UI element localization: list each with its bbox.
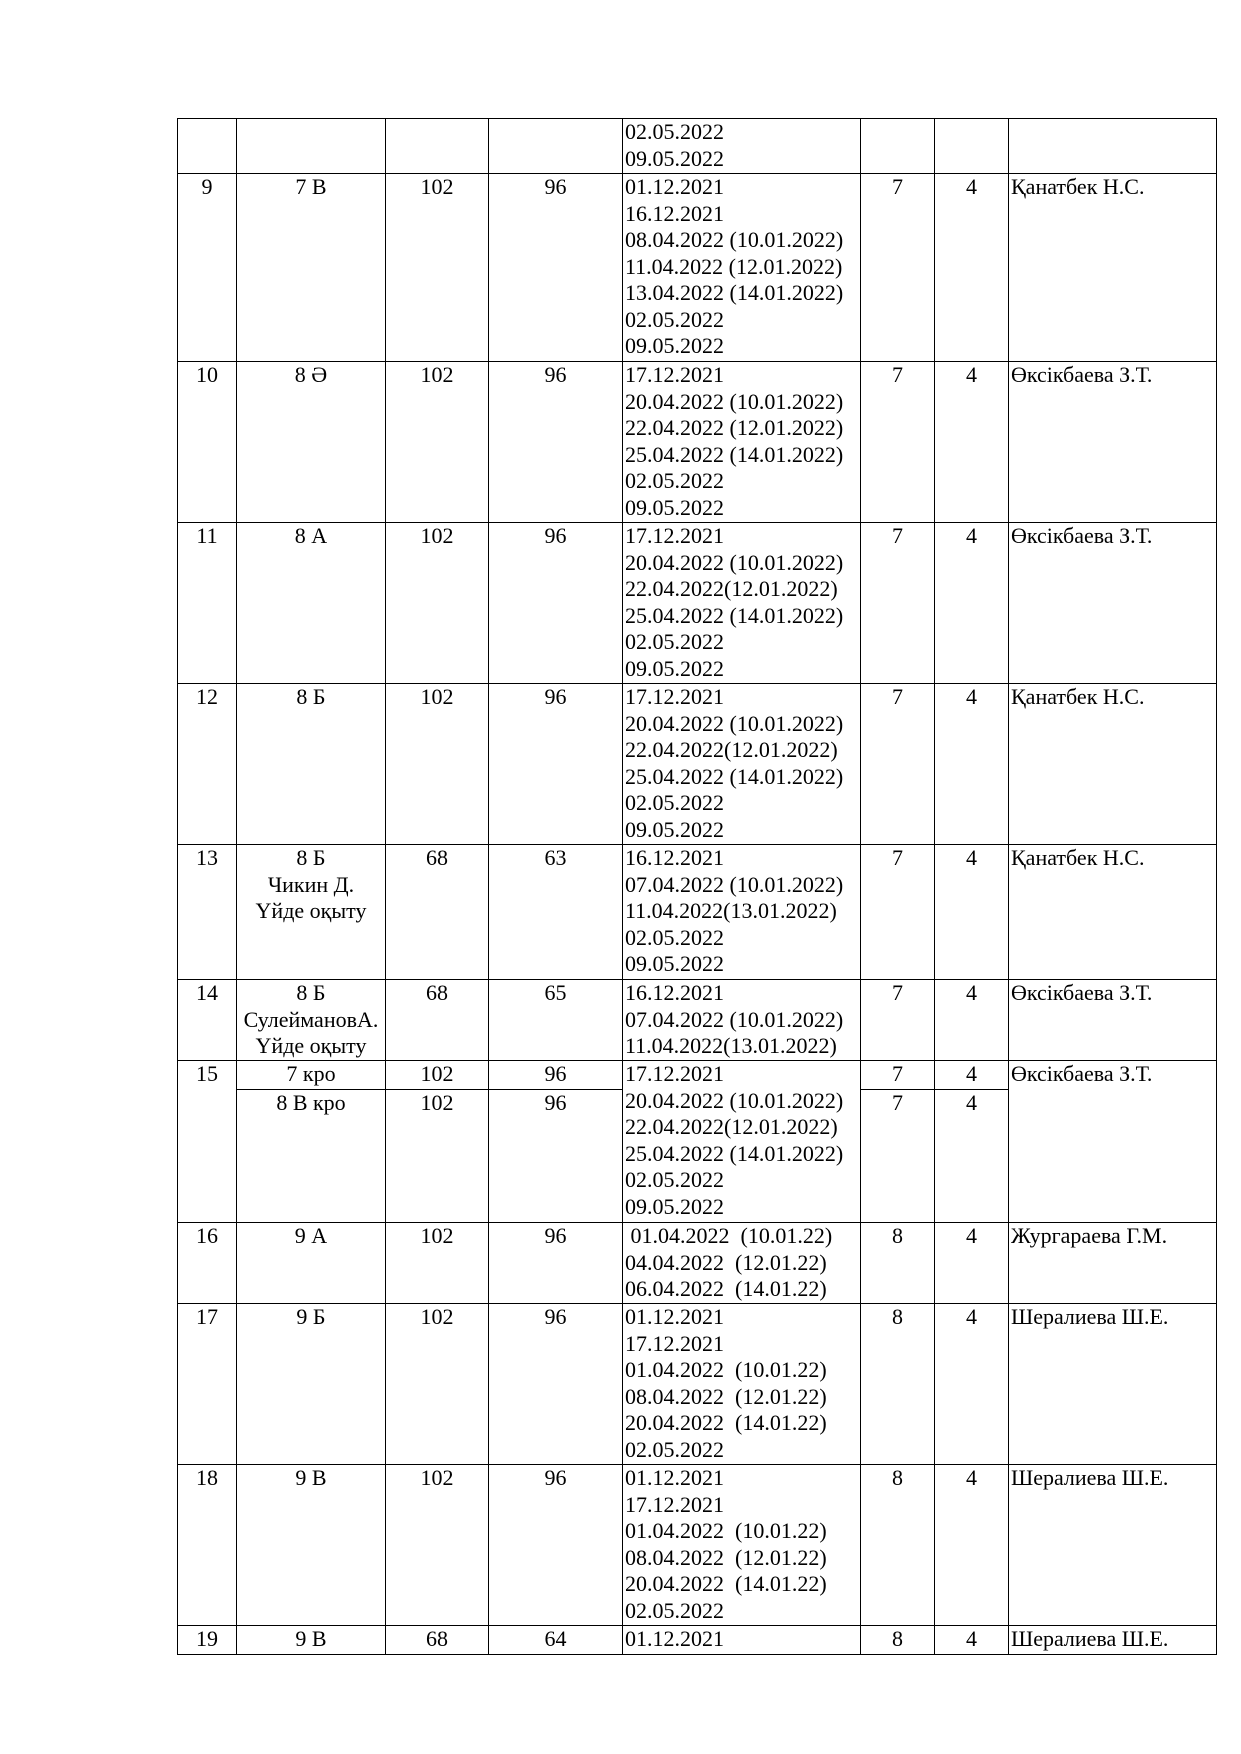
- class-name: [237, 845, 386, 980]
- hours-planned: [386, 1626, 489, 1655]
- hours-actual: [489, 845, 623, 980]
- table-row: [178, 174, 1217, 362]
- cell-line: 09.05.2022: [625, 951, 724, 976]
- row-number: 12: [178, 684, 237, 845]
- cell-line: 4: [966, 523, 977, 548]
- dates-cell: [623, 119, 861, 174]
- cell-line: 8: [892, 1626, 903, 1651]
- dates-cell: [623, 1223, 861, 1304]
- hours-actual: 96: [489, 1061, 623, 1090]
- table-row: [178, 1061, 1217, 1090]
- cell-line: 96: [544, 174, 567, 199]
- hours-planned: [386, 1304, 489, 1465]
- count-g: [861, 1223, 935, 1304]
- cell-line: 20.04.2022 (14.01.22): [625, 1571, 827, 1596]
- dates-cell: [623, 1304, 861, 1465]
- cell-line: 09.05.2022: [625, 1193, 724, 1219]
- class-name: [237, 1465, 386, 1626]
- teacher-name: Өксікбаева З.Т.: [1009, 362, 1217, 523]
- dates-cell: [623, 174, 861, 362]
- cell-line: 8: [892, 1304, 903, 1329]
- row-number: 16: [178, 1223, 237, 1304]
- cell-line: 9 В: [295, 1465, 327, 1490]
- cell-line: 22.04.2022(12.01.2022): [625, 576, 838, 601]
- table-row: [178, 523, 1217, 684]
- cell-line: 02.05.2022: [625, 468, 724, 493]
- dates-cell: [623, 523, 861, 684]
- class-name: [237, 980, 386, 1061]
- hours-actual: [489, 119, 623, 174]
- hours-actual: [489, 1626, 623, 1655]
- dates-cell: [623, 1061, 861, 1223]
- count-g: [861, 523, 935, 684]
- row-number: 14: [178, 980, 237, 1061]
- cell-line: 4: [966, 362, 977, 387]
- cell-line: 96: [544, 523, 567, 548]
- class-name: 7 кро: [237, 1061, 386, 1090]
- cell-line: 64: [544, 1626, 567, 1651]
- count-h: [935, 1304, 1009, 1465]
- hours-planned: [386, 1223, 489, 1304]
- table-row: [178, 845, 1217, 980]
- cell-line: 9 А: [294, 1223, 328, 1248]
- dates-cell: [623, 1626, 861, 1655]
- cell-line: 7: [892, 523, 903, 548]
- cell-line: 16.12.2021: [625, 200, 724, 226]
- count-h: [935, 174, 1009, 362]
- class-name: 8 В кро: [237, 1090, 386, 1223]
- count-g: [861, 1304, 935, 1465]
- cell-line: 02.05.2022: [625, 1436, 724, 1462]
- count-g: [861, 119, 935, 174]
- teacher-name: [1009, 119, 1217, 174]
- cell-line: 7: [892, 845, 903, 870]
- cell-line: 68: [426, 1626, 448, 1651]
- cell-line: СулеймановА.: [243, 1006, 379, 1032]
- row-number: 18: [178, 1465, 237, 1626]
- table-row: [178, 1465, 1217, 1626]
- count-h: [935, 1223, 1009, 1304]
- cell-line: 102: [420, 1304, 454, 1329]
- class-name: [237, 174, 386, 362]
- cell-line: 96: [544, 362, 567, 387]
- cell-line: 11.04.2022(13.01.2022): [625, 898, 837, 923]
- cell-line: 8 А: [294, 523, 328, 548]
- cell-line: 4: [966, 174, 977, 199]
- row-number: 13: [178, 845, 237, 980]
- cell-line: 22.04.2022(12.01.2022): [625, 1114, 838, 1139]
- teacher-name: Өксікбаева З.Т.: [1009, 980, 1217, 1061]
- cell-line: 22.04.2022(12.01.2022): [625, 737, 838, 762]
- hours-actual: [489, 1223, 623, 1304]
- cell-line: 102: [420, 1465, 454, 1490]
- count-h: [935, 980, 1009, 1061]
- cell-line: 9 Б: [296, 1304, 326, 1329]
- table-row: [178, 1223, 1217, 1304]
- count-h: [935, 523, 1009, 684]
- cell-line: 65: [544, 980, 567, 1005]
- cell-line: 20.04.2022 (10.01.2022): [625, 549, 844, 575]
- cell-line: 17.12.2021: [625, 1061, 724, 1086]
- table-row: [178, 119, 1217, 174]
- cell-line: 09.05.2022: [625, 655, 724, 681]
- cell-line: 11.04.2022 (12.01.2022): [625, 253, 843, 279]
- row-number: 9: [178, 174, 237, 362]
- cell-line: 8: [892, 1223, 903, 1248]
- count-g: [861, 980, 935, 1061]
- cell-line: 25.04.2022 (14.01.2022): [625, 1140, 844, 1166]
- cell-line: 17.12.2021: [625, 1491, 724, 1517]
- cell-line: 09.05.2022: [625, 145, 724, 171]
- cell-line: 02.05.2022: [625, 924, 724, 950]
- teacher-name: Өксікбаева З.Т.: [1009, 523, 1217, 684]
- cell-line: 17.12.2021: [625, 684, 724, 709]
- row-number: [178, 119, 237, 174]
- cell-line: 7: [892, 980, 903, 1005]
- row-number: 11: [178, 523, 237, 684]
- cell-line: 102: [420, 174, 454, 199]
- cell-line: 102: [420, 362, 454, 387]
- teacher-name: Шералиева Ш.Е.: [1009, 1626, 1217, 1655]
- cell-line: 8 Б: [296, 684, 326, 709]
- count-g: [861, 1626, 935, 1655]
- cell-line: 17.12.2021: [625, 362, 724, 387]
- hours-actual: [489, 1465, 623, 1626]
- cell-line: 102: [420, 684, 454, 709]
- cell-line: 96: [544, 684, 567, 709]
- cell-line: 7: [892, 174, 903, 199]
- hours-planned: 102: [386, 1061, 489, 1090]
- table-row: [178, 684, 1217, 845]
- row-number: 15: [178, 1061, 237, 1223]
- row-number: 17: [178, 1304, 237, 1465]
- cell-line: 09.05.2022: [625, 333, 724, 358]
- count-g: 7: [861, 1090, 935, 1223]
- cell-line: 09.05.2022: [625, 816, 724, 842]
- cell-line: 02.05.2022: [625, 1597, 724, 1623]
- cell-line: 4: [966, 1223, 977, 1248]
- cell-line: 02.05.2022: [625, 790, 724, 815]
- cell-line: 08.04.2022 (12.01.22): [625, 1383, 827, 1409]
- cell-line: 17.12.2021: [625, 523, 724, 548]
- cell-line: 4: [966, 684, 977, 709]
- cell-line: 9 В: [295, 1626, 327, 1651]
- cell-line: 22.04.2022 (12.01.2022): [625, 415, 844, 440]
- count-g: [861, 1465, 935, 1626]
- cell-line: 01.12.2021: [625, 174, 724, 199]
- cell-line: 01.04.2022 (10.01.22): [625, 1357, 827, 1382]
- class-name: [237, 119, 386, 174]
- class-name: [237, 1223, 386, 1304]
- table-row: [178, 1304, 1217, 1465]
- cell-line: 4: [966, 1304, 977, 1329]
- hours-planned: [386, 174, 489, 362]
- count-h: [935, 1626, 1009, 1655]
- dates-cell: [623, 1465, 861, 1626]
- dates-cell: [623, 845, 861, 980]
- cell-line: 02.05.2022: [625, 1167, 724, 1192]
- cell-line: 11.04.2022(13.01.2022): [625, 1033, 837, 1058]
- hours-actual: [489, 684, 623, 845]
- hours-planned: [386, 845, 489, 980]
- cell-line: 4: [966, 1465, 977, 1490]
- cell-line: 06.04.2022 (14.01.22): [625, 1276, 827, 1301]
- table-row: [178, 1626, 1217, 1655]
- cell-line: 02.05.2022: [625, 629, 724, 654]
- hours-actual: [489, 174, 623, 362]
- cell-line: 13.04.2022 (14.01.2022): [625, 280, 844, 305]
- cell-line: 102: [420, 523, 454, 548]
- table-row: [178, 362, 1217, 523]
- cell-line: 96: [544, 1465, 567, 1490]
- cell-line: 08.04.2022 (10.01.2022): [625, 227, 844, 252]
- cell-line: 4: [966, 845, 977, 870]
- class-name: [237, 362, 386, 523]
- count-h: [935, 362, 1009, 523]
- cell-line: 96: [544, 1223, 567, 1248]
- cell-line: 20.04.2022 (10.01.2022): [625, 710, 844, 736]
- teacher-name: Жургараева Г.М.: [1009, 1223, 1217, 1304]
- cell-line: 01.12.2021: [625, 1304, 724, 1329]
- count-g: [861, 362, 935, 523]
- row-number: 10: [178, 362, 237, 523]
- class-name: [237, 1626, 386, 1655]
- schedule-table: [177, 118, 1217, 1655]
- dates-cell: [623, 980, 861, 1061]
- cell-line: 8: [892, 1465, 903, 1490]
- class-name: [237, 1304, 386, 1465]
- cell-line: 102: [420, 1223, 454, 1248]
- cell-line: 01.12.2021: [625, 1626, 724, 1651]
- cell-line: 8 Ә: [294, 362, 328, 387]
- cell-line: 8 Б: [296, 980, 326, 1005]
- count-g: 7: [861, 1061, 935, 1090]
- cell-line: 08.04.2022 (12.01.22): [625, 1544, 827, 1570]
- class-name: [237, 523, 386, 684]
- teacher-name: Қанатбек Н.С.: [1009, 174, 1217, 362]
- hours-planned: 102: [386, 1090, 489, 1223]
- cell-line: 4: [966, 980, 977, 1005]
- cell-line: 8 Б: [296, 845, 326, 870]
- cell-line: 07.04.2022 (10.01.2022): [625, 1006, 844, 1032]
- cell-line: 25.04.2022 (14.01.2022): [625, 763, 844, 789]
- cell-line: 17.12.2021: [625, 1330, 724, 1356]
- cell-line: 4: [966, 1626, 977, 1651]
- cell-line: 25.04.2022 (14.01.2022): [625, 441, 844, 467]
- count-g: [861, 174, 935, 362]
- cell-line: 20.04.2022 (10.01.2022): [625, 388, 844, 414]
- cell-line: 09.05.2022: [625, 494, 724, 520]
- cell-line: 07.04.2022 (10.01.2022): [625, 871, 844, 897]
- teacher-name: Өксікбаева З.Т.: [1009, 1061, 1217, 1223]
- cell-line: 20.04.2022 (14.01.22): [625, 1410, 827, 1435]
- hours-actual: [489, 362, 623, 523]
- cell-line: 7 В: [295, 174, 327, 199]
- hours-actual: [489, 523, 623, 684]
- cell-line: 16.12.2021: [625, 980, 724, 1005]
- table-row: [178, 980, 1217, 1061]
- count-h: 4: [935, 1090, 1009, 1223]
- count-h: [935, 1465, 1009, 1626]
- row-number: 19: [178, 1626, 237, 1655]
- cell-line: 7: [892, 684, 903, 709]
- dates-cell: [623, 362, 861, 523]
- hours-planned: [386, 362, 489, 523]
- cell-line: 68: [426, 845, 448, 870]
- teacher-name: Шералиева Ш.Е.: [1009, 1304, 1217, 1465]
- hours-actual: 96: [489, 1090, 623, 1223]
- hours-actual: [489, 980, 623, 1061]
- teacher-name: Қанатбек Н.С.: [1009, 845, 1217, 980]
- cell-line: 7: [892, 362, 903, 387]
- count-g: [861, 845, 935, 980]
- hours-planned: [386, 119, 489, 174]
- cell-line: 01.12.2021: [625, 1465, 724, 1490]
- hours-planned: [386, 980, 489, 1061]
- class-name: [237, 684, 386, 845]
- cell-line: 02.05.2022: [625, 119, 724, 144]
- count-h: [935, 119, 1009, 174]
- hours-planned: [386, 1465, 489, 1626]
- cell-line: 02.05.2022: [625, 306, 724, 332]
- cell-line: 01.04.2022 (10.01.22): [625, 1518, 827, 1543]
- teacher-name: Қанатбек Н.С.: [1009, 684, 1217, 845]
- hours-planned: [386, 523, 489, 684]
- cell-line: 68: [426, 980, 448, 1005]
- hours-actual: [489, 1304, 623, 1465]
- cell-line: 20.04.2022 (10.01.2022): [625, 1087, 844, 1113]
- count-h: [935, 684, 1009, 845]
- cell-line: Үйде оқыту: [255, 1033, 367, 1058]
- cell-line: 25.04.2022 (14.01.2022): [625, 602, 844, 628]
- count-g: [861, 684, 935, 845]
- count-h: [935, 845, 1009, 980]
- cell-line: Үйде оқыту: [255, 898, 367, 923]
- cell-line: Чикин Д.: [267, 871, 355, 897]
- cell-line: 16.12.2021: [625, 845, 724, 870]
- cell-line: 96: [544, 1304, 567, 1329]
- table-body: [178, 119, 1217, 1655]
- dates-cell: [623, 684, 861, 845]
- cell-line: 63: [544, 845, 567, 870]
- cell-line: 04.04.2022 (12.01.22): [625, 1249, 827, 1275]
- count-h: 4: [935, 1061, 1009, 1090]
- teacher-name: Шералиева Ш.Е.: [1009, 1465, 1217, 1626]
- cell-line: 01.04.2022 (10.01.22): [625, 1223, 833, 1248]
- hours-planned: [386, 684, 489, 845]
